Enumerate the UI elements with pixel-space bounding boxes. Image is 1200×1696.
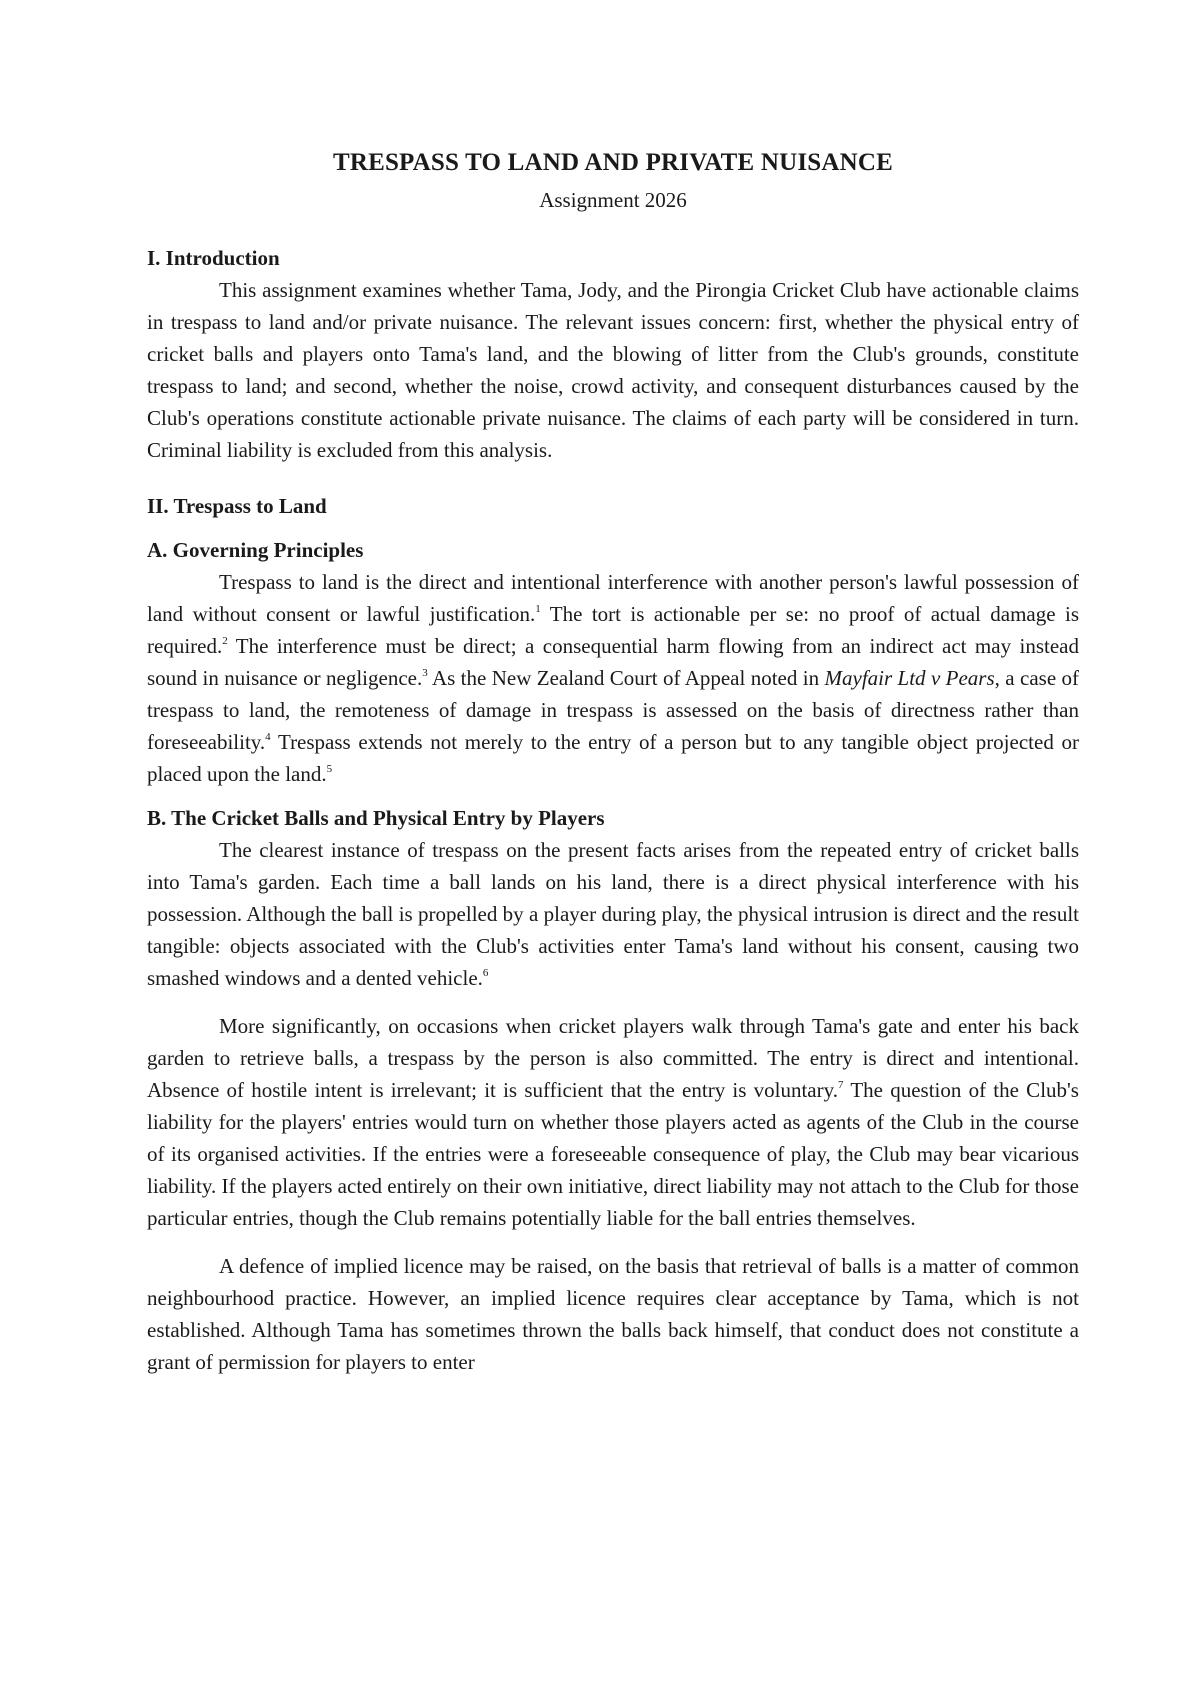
document-title: TRESPASS TO LAND AND PRIVATE NUISANCE: [332, 149, 894, 176]
text-span: The question of the Club's liability for the players' entries would turn on whether those players acted as agents of the Club in the course of its organised activities. If the entries were a foreseeable consequence of play, the Club may bear vicarious liability. If the players acted entirely on their own initiative, direct liability may not attach to the Club for those particular entries, though the Club remains potentially liable for the ball entries themselves.: [147, 1078, 1079, 1230]
footnote-ref-5: 5: [326, 763, 333, 775]
text-span: As the New Zealand Court of Appeal noted in: [427, 666, 825, 690]
text-span: More significantly, on occasions when cricket players walk through Tama's gate and enter his back garden to retrieve balls, a trespass by the person is also committed. The entry is direct and intentional. Absence of hostile intent is irrelevant; it is sufficient that the entry is voluntary.: [147, 1014, 1079, 1102]
text-span: The clearest instance of trespass on the present facts arises from the repeated entry of cricket balls into Tama's garden. Each time a ball lands on his land, there is a direct physical interference with his possession. Although the ball is propelled by a player during play, the physical intrusion is direct and the result tangible: objects associated with the Club's activities enter Tama's land without his consent, causing two smashed windows and a dented vehicle.: [147, 838, 1079, 990]
document-page: [147, 146, 1079, 1378]
footnote-ref-6: 6: [482, 967, 489, 979]
document-subtitle: Assignment 2026: [539, 188, 687, 212]
cricket-balls-paragraph-3: A defence of implied licence may be raised, on the basis that retrieval of balls is a matter of common neighbourhood practice. However, an implied licence requires clear acceptance by Tama, which is not established. Although Tama has sometimes thrown the balls back himself, that conduct does not constitute a grant of permission for players to enter: [147, 1254, 1079, 1374]
cricket-balls-paragraph-2: [147, 1010, 1079, 1234]
footnote-ref-7: 7: [838, 1079, 844, 1091]
section-heading-trespass: II. Trespass to Land: [147, 494, 327, 518]
introduction-paragraph: This assignment examines whether Tama, Jody, and the Pirongia Cricket Club have actionable claims in trespass to land and/or private nuisance. The relevant issues concern: first, whether the physical entry of cricket balls and players onto Tama's land, and the blowing of litter from the Club's grounds, constitute trespass to land; and second, whether the noise, crowd activity, and consequent disturbances caused by the Club's operations constitute actionable private nuisance. The claims of each party will be considered in turn. Criminal liability is excluded from this analysis.: [147, 278, 1079, 462]
cricket-balls-paragraph-1: [147, 834, 1079, 994]
governing-principles-paragraph: [147, 566, 1079, 790]
text-span: The tort is actionable per se: no proof of actual damage is required.: [147, 602, 1079, 658]
subsection-heading-cricket-balls: B. The Cricket Balls and Physical Entry by Players: [147, 806, 605, 830]
subsection-heading-governing-principles: A. Governing Principles: [147, 538, 364, 562]
footnote-ref-3: 3: [422, 667, 428, 679]
text-span: The interference must be direct; a consequential harm flowing from an indirect act may instead sound in nuisance or negligence.: [147, 634, 1079, 690]
text-span: , a case of trespass to land, the remoteness of damage in trespass is assessed on the basis of directness rather than foreseeability.: [147, 666, 1080, 754]
footnote-ref-2: 2: [222, 635, 228, 647]
footnote-ref-4: 4: [265, 731, 271, 743]
footnote-ref-1: 1: [535, 603, 541, 615]
text-span: Trespass to land is the direct and intentional interference with another person's lawful possession of land without consent or lawful justification.: [147, 570, 1079, 626]
case-name: Mayfair Ltd v Pears: [824, 666, 995, 690]
text-span: Trespass extends not merely to the entry of a person but to any tangible object projected or placed upon the land.: [147, 730, 1079, 786]
section-heading-introduction: I. Introduction: [147, 246, 280, 270]
